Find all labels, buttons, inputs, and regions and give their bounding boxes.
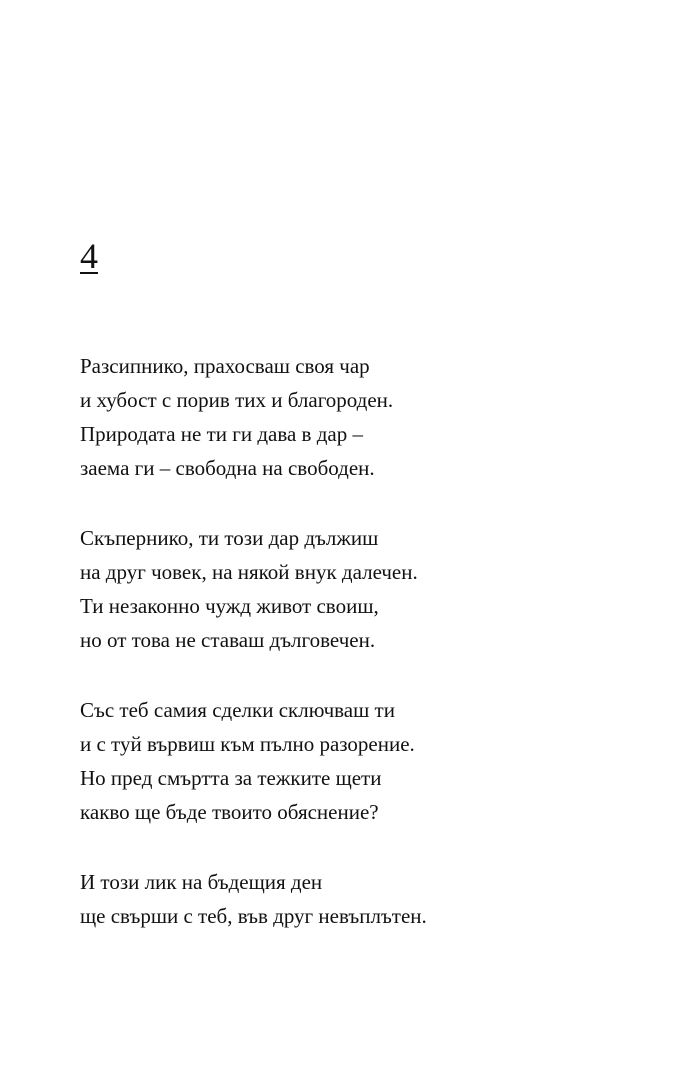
poem-line: но от това не ставаш дълговечен.: [80, 628, 376, 652]
poem-line: на друг човек, на някой внук далечен.: [80, 560, 418, 584]
poem-line: ще свърши с теб, във друг невъплътен.: [80, 904, 427, 928]
poem-line: и хубост с порив тих и благороден.: [80, 388, 394, 412]
poem-line: Ти незаконно чужд живот своиш,: [80, 594, 379, 618]
poem-line: Скъпернико, ти този дар дължиш: [80, 526, 379, 550]
poem-line: И този лик на бъдещия ден: [80, 870, 323, 894]
poem-line: Но пред смъртта за тежките щети: [80, 766, 382, 790]
poem-line: Разсипнико, прахосваш своя чар: [80, 354, 370, 378]
stanza-2: [80, 521, 640, 657]
poem-body: [80, 349, 640, 969]
stanza-3: [80, 693, 640, 829]
sonnet-number: 4: [80, 236, 98, 276]
stanza-1: [80, 349, 640, 485]
poem-line: Природата не ти ги дава в дар –: [80, 422, 363, 446]
couplet: [80, 865, 640, 933]
poem-line: заема ги – свободна на свободен.: [80, 456, 375, 480]
poem-line: Със теб самия сделки сключваш ти: [80, 698, 395, 722]
poem-line: какво ще бъде твоито обяснение?: [80, 800, 379, 824]
poem-line: и с туй вървиш към пълно разорение.: [80, 732, 415, 756]
